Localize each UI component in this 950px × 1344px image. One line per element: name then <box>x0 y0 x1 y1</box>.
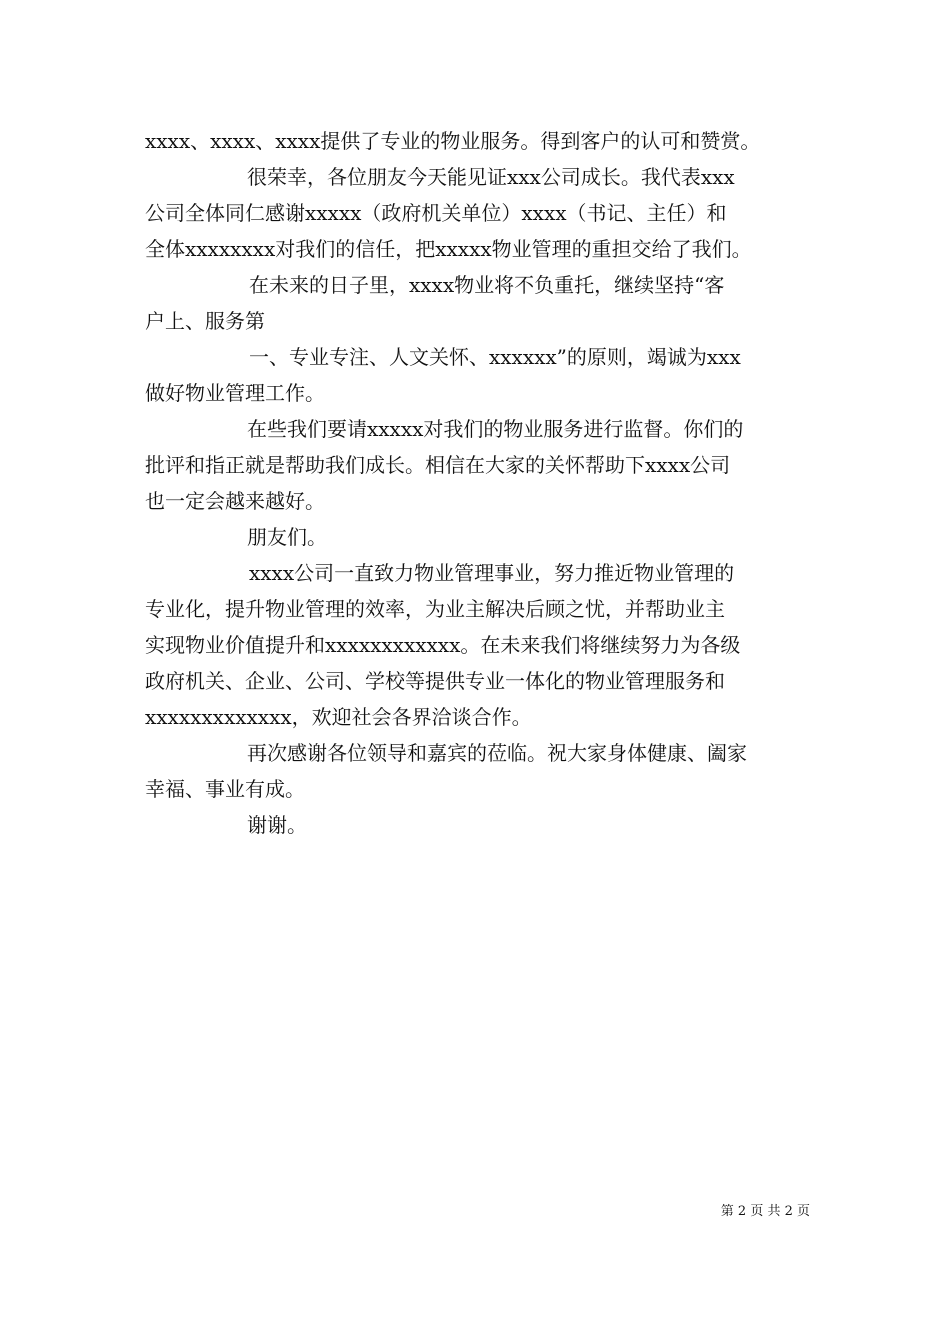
text-line: 谢谢。 <box>247 813 307 837</box>
text-line: 朋友们。 <box>247 525 327 549</box>
text-line: 一、专业专注、人文关怀、xxxxxx”的原则，竭诚为xxx <box>249 345 741 369</box>
text-line: 户上、服务第 <box>145 309 265 333</box>
page-number: 第 2 页 共 2 页 <box>720 1204 810 1219</box>
text-line: 批评和指正就是帮助我们成长。相信在大家的关怀帮助下xxxx公司 <box>145 453 731 477</box>
text-line: 在未来的日子里，xxxx物业将不负重托，继续坚持“客 <box>249 273 725 297</box>
text-line: 政府机关、企业、公司、学校等提供专业一体化的物业管理服务和 <box>145 669 725 693</box>
text-line: 公司全体同仁感谢xxxxx（政府机关单位）xxxx（书记、主任）和 <box>145 201 727 225</box>
text-line: 专业化，提升物业管理的效率，为业主解决后顾之忧，并帮助业主 <box>145 597 725 621</box>
text-line: xxxxxxxxxxxxx，欢迎社会各界洽谈合作。 <box>145 705 532 729</box>
text-line: 也一定会越来越好。 <box>145 489 325 513</box>
document-body <box>145 123 810 843</box>
text-line: xxxx、xxxx、xxxx提供了专业的物业服务。得到客户的认可和赞赏。 <box>145 129 761 153</box>
text-line: xxxx公司一直致力物业管理事业，努力推近物业管理的 <box>249 561 735 585</box>
text-line: 全体xxxxxxxx对我们的信任，把xxxxx物业管理的重担交给了我们。 <box>145 237 752 261</box>
text-line: 幸福、事业有成。 <box>145 777 305 801</box>
text-line: 在些我们要请xxxxx对我们的物业服务进行监督。你们的 <box>247 417 744 441</box>
text-line: 实现物业价值提升和xxxxxxxxxxxx。在未来我们将继续努力为各级 <box>145 633 741 657</box>
text-line: 做好物业管理工作。 <box>145 381 325 405</box>
text-line: 再次感谢各位领导和嘉宾的莅临。祝大家身体健康、阖家 <box>247 741 747 765</box>
text-line: 很荣幸，各位朋友今天能见证xxx公司成长。我代表xxx <box>247 165 735 189</box>
